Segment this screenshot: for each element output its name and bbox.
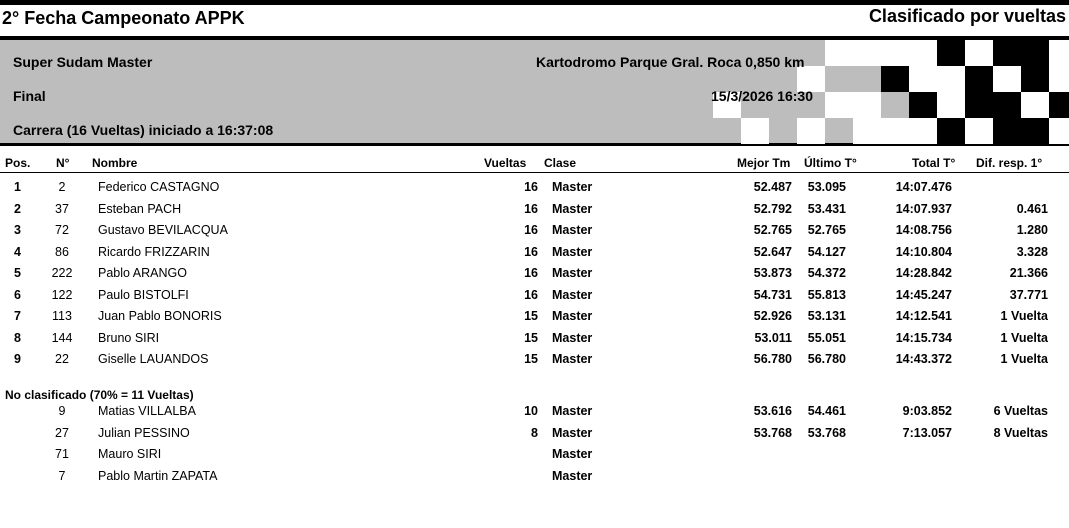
- event-header-band: [0, 36, 1069, 146]
- name-cell: Juan Pablo BONORIS: [98, 309, 222, 323]
- flag-square: [993, 66, 1021, 92]
- last-time-cell: 54.127: [807, 244, 846, 259]
- total-time-cell: 14:07.476: [895, 180, 952, 194]
- best-time-cell: 52.792: [753, 201, 792, 216]
- col-header-name: Nombre: [92, 156, 138, 170]
- col-header-last: Último T°: [804, 156, 857, 170]
- laps-cell: 16: [524, 287, 538, 302]
- name-cell: Julian PESSINO: [98, 425, 190, 440]
- laps-cell: 8: [531, 425, 538, 440]
- class-cell: Master: [552, 352, 593, 366]
- flag-square: [741, 118, 769, 144]
- table-row: [0, 447, 1069, 467]
- table-row: [0, 309, 1069, 329]
- name-cell: Ricardo FRIZZARIN: [98, 244, 210, 259]
- pos-cell: 1: [14, 180, 21, 194]
- best-time-cell: 52.926: [753, 309, 792, 323]
- class-cell: Master: [552, 425, 593, 440]
- flag-square: [965, 92, 993, 118]
- diff-cell: 1 Vuelta: [1000, 330, 1048, 345]
- total-time-cell: 14:28.842: [895, 266, 952, 280]
- flag-square: [937, 66, 965, 92]
- last-time-cell: 54.372: [807, 266, 846, 280]
- diff-cell: 37.771: [1009, 287, 1048, 302]
- class-cell: Master: [552, 180, 593, 194]
- laps-cell: 15: [524, 352, 538, 366]
- class-cell: Master: [552, 404, 593, 418]
- total-time-cell: 9:03.852: [902, 404, 952, 418]
- last-time-cell: 55.813: [807, 287, 846, 302]
- flag-square: [937, 92, 965, 118]
- laps-cell: 15: [524, 330, 538, 345]
- flag-square: [881, 40, 909, 66]
- table-row: [0, 352, 1069, 372]
- total-time-cell: 14:07.937: [895, 201, 952, 216]
- total-time-cell: 14:45.247: [895, 287, 952, 302]
- last-time-cell: 53.431: [807, 201, 846, 216]
- flag-square: [853, 40, 881, 66]
- total-time-cell: 14:10.804: [895, 244, 952, 259]
- race-info: Carrera (16 Vueltas) iniciado a 16:37:08: [13, 122, 274, 138]
- flag-square: [1049, 66, 1069, 92]
- page-title: 2° Fecha Campeonato APPK: [2, 8, 245, 28]
- class-cell: Master: [552, 244, 593, 259]
- flag-square: [937, 118, 965, 144]
- name-cell: Paulo BISTOLFI: [98, 287, 189, 302]
- total-time-cell: 7:13.057: [902, 425, 952, 440]
- flag-square: [909, 40, 937, 66]
- number-cell: 86: [55, 244, 69, 259]
- total-time-cell: 14:43.372: [895, 352, 952, 366]
- track-name: Kartodromo Parque Gral. Roca 0,850 km: [536, 54, 805, 70]
- name-cell: Pablo ARANGO: [98, 266, 187, 280]
- session-datetime: 15/3/2026 16:30: [711, 88, 813, 104]
- flag-square: [909, 118, 937, 144]
- flag-square: [825, 40, 853, 66]
- class-cell: Master: [552, 287, 593, 302]
- session-name: Final: [13, 88, 46, 104]
- name-cell: Giselle LAUANDOS: [98, 352, 209, 366]
- pos-cell: 3: [14, 223, 21, 237]
- number-cell: 122: [51, 287, 73, 302]
- name-cell: Esteban PACH: [98, 201, 182, 216]
- not-classified-heading: No clasificado (70% = 11 Vueltas): [5, 388, 194, 402]
- number-cell: 22: [55, 352, 69, 366]
- class-cell: Master: [552, 447, 593, 461]
- best-time-cell: 54.731: [753, 287, 792, 302]
- laps-cell: 16: [524, 180, 538, 194]
- flag-square: [909, 66, 937, 92]
- table-row: [0, 180, 1069, 200]
- table-row: [0, 245, 1069, 265]
- flag-square: [1021, 40, 1049, 66]
- number-cell: 72: [55, 223, 69, 237]
- laps-cell: 15: [524, 309, 538, 323]
- laps-cell: 16: [524, 266, 538, 280]
- class-cell: Master: [552, 330, 593, 345]
- number-cell: 27: [55, 425, 69, 440]
- flag-square: [1021, 66, 1049, 92]
- flag-square: [1021, 92, 1049, 118]
- table-row: [0, 404, 1069, 424]
- col-header-class: Clase: [544, 156, 577, 170]
- laps-cell: 16: [524, 244, 538, 259]
- flag-square: [853, 92, 881, 118]
- diff-cell: 21.366: [1009, 266, 1048, 280]
- class-cell: Master: [552, 309, 593, 323]
- flag-square: [797, 118, 825, 144]
- diff-cell: 1 Vuelta: [1000, 352, 1048, 366]
- flag-square: [853, 118, 881, 144]
- flag-square: [1049, 40, 1069, 66]
- class-cell: Master: [552, 468, 593, 483]
- last-time-cell: 52.765: [807, 223, 846, 237]
- pos-cell: 6: [14, 287, 21, 302]
- best-time-cell: 52.647: [753, 244, 792, 259]
- number-cell: 113: [52, 309, 72, 323]
- best-time-cell: 56.780: [753, 352, 792, 366]
- number-cell: 7: [58, 468, 66, 483]
- col-header-laps: Vueltas: [484, 156, 527, 170]
- name-cell: Federico CASTAGNO: [98, 180, 220, 194]
- last-time-cell: 56.780: [807, 352, 846, 366]
- table-row: [0, 266, 1069, 286]
- diff-cell: 3.328: [1016, 244, 1048, 259]
- number-cell: 2: [58, 180, 66, 194]
- flag-square: [993, 40, 1021, 66]
- laps-cell: 16: [524, 223, 538, 237]
- table-row: [0, 202, 1069, 222]
- best-time-cell: 53.616: [753, 404, 792, 418]
- best-time-cell: 53.011: [754, 330, 792, 345]
- total-time-cell: 14:08.756: [895, 223, 952, 237]
- class-cell: Master: [552, 201, 593, 216]
- flag-square: [993, 92, 1021, 118]
- table-row: [0, 426, 1069, 446]
- category-name: Super Sudam Master: [13, 54, 153, 70]
- number-cell: 71: [55, 447, 69, 461]
- last-time-cell: 55.051: [807, 330, 846, 345]
- flag-square: [825, 92, 853, 118]
- pos-cell: 2: [14, 201, 21, 216]
- flag-square: [1049, 92, 1069, 118]
- last-time-cell: 53.095: [807, 180, 846, 194]
- name-cell: Mauro SIRI: [98, 447, 162, 461]
- pos-cell: 5: [14, 266, 21, 280]
- flag-square: [965, 40, 993, 66]
- table-row: [0, 331, 1069, 351]
- flag-square: [965, 118, 993, 144]
- col-header-total: Total T°: [912, 156, 956, 170]
- name-cell: Pablo Martin ZAPATA: [98, 468, 218, 483]
- name-cell: Matias VILLALBA: [98, 404, 196, 418]
- flag-square: [881, 66, 909, 92]
- number-cell: 37: [55, 201, 69, 216]
- total-time-cell: 14:12.541: [895, 309, 952, 323]
- last-time-cell: 53.768: [807, 425, 846, 440]
- flag-square: [993, 118, 1021, 144]
- top-rule: [0, 0, 1069, 5]
- flag-square: [965, 66, 993, 92]
- diff-cell: 6 Vueltas: [993, 404, 1048, 418]
- best-time-cell: 53.768: [753, 425, 792, 440]
- last-time-cell: 53.131: [807, 309, 846, 323]
- flag-square: [937, 40, 965, 66]
- best-time-cell: 52.765: [753, 223, 792, 237]
- number-cell: 144: [51, 330, 73, 345]
- number-cell: 222: [51, 266, 73, 280]
- total-time-cell: 14:15.734: [895, 330, 952, 345]
- pos-cell: 4: [14, 244, 21, 259]
- col-header-pos: Pos.: [5, 156, 31, 170]
- page-subtitle: Clasificado por vueltas: [868, 6, 1066, 26]
- flag-square: [881, 118, 909, 144]
- flag-square: [909, 92, 937, 118]
- class-cell: Master: [552, 266, 593, 280]
- name-cell: Bruno SIRI: [98, 330, 160, 345]
- table-row: [0, 288, 1069, 308]
- best-time-cell: 52.487: [753, 180, 792, 194]
- col-header-best: Mejor Tm: [737, 156, 791, 170]
- pos-cell: 8: [14, 330, 21, 345]
- pos-cell: 7: [14, 309, 21, 323]
- flag-square: [1021, 118, 1049, 144]
- header-divider: [0, 172, 1069, 173]
- flag-square: [1049, 118, 1069, 144]
- pos-cell: 9: [14, 352, 21, 366]
- laps-cell: 16: [524, 201, 538, 216]
- number-cell: 9: [58, 404, 66, 418]
- last-time-cell: 54.461: [807, 404, 846, 418]
- name-cell: Gustavo BEVILACQUA: [98, 223, 228, 237]
- diff-cell: 8 Vueltas: [993, 425, 1048, 440]
- table-row: [0, 469, 1069, 489]
- diff-cell: 1 Vuelta: [1000, 309, 1048, 323]
- table-row: [0, 223, 1069, 243]
- best-time-cell: 53.873: [753, 266, 792, 280]
- col-header-diff: Dif. resp. 1°: [976, 156, 1043, 170]
- diff-cell: 0.461: [1016, 201, 1048, 216]
- class-cell: Master: [552, 223, 593, 237]
- diff-cell: 1.280: [1016, 223, 1048, 237]
- col-header-number: N°: [56, 156, 70, 170]
- laps-cell: 10: [524, 404, 538, 418]
